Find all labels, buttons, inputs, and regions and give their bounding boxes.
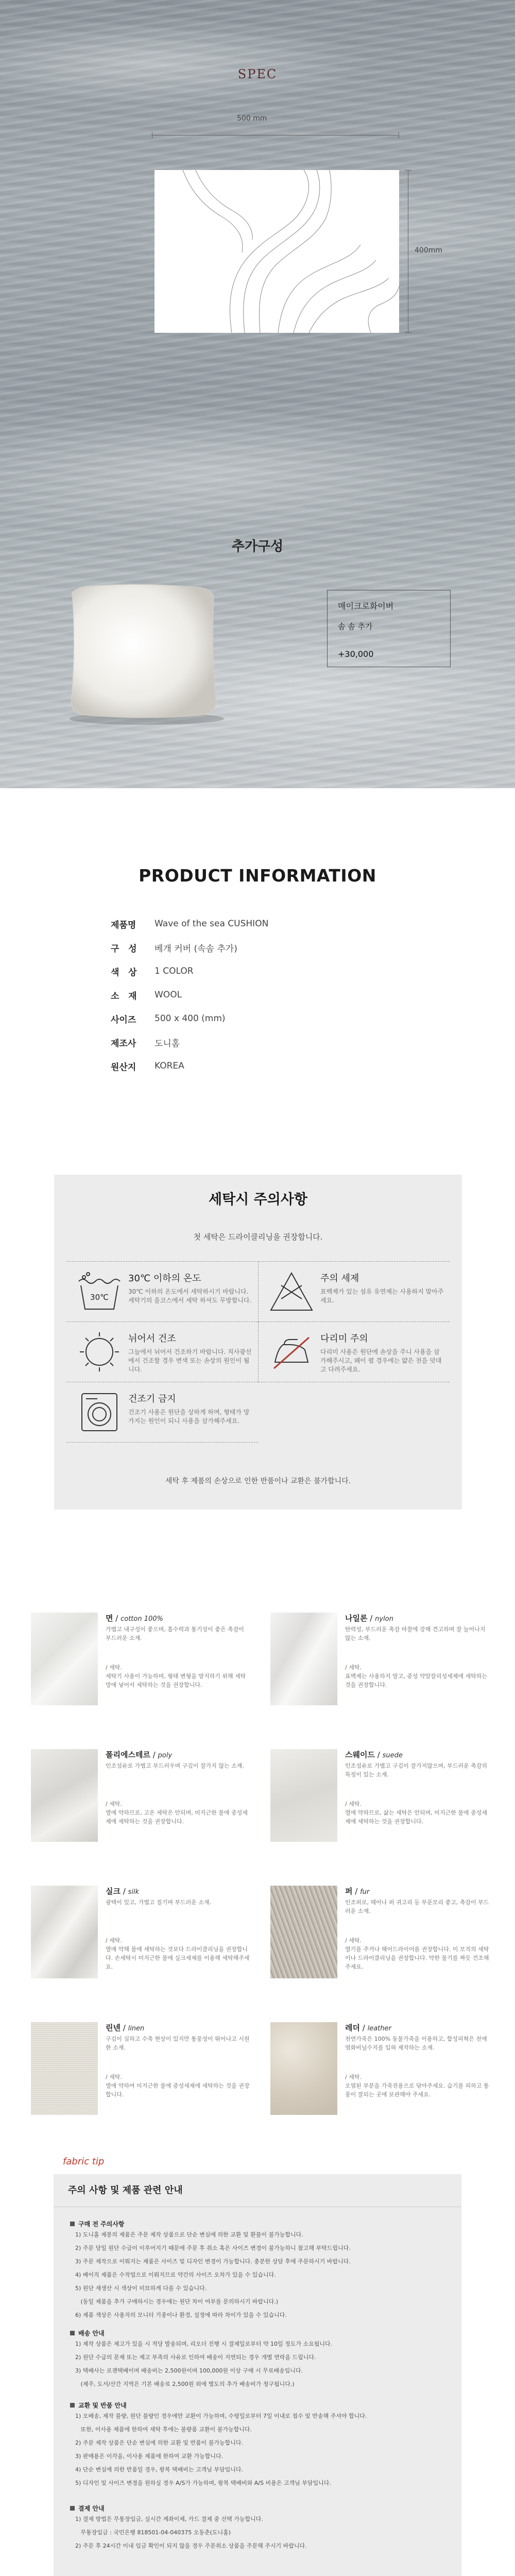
info-value: WOOL — [154, 990, 182, 1000]
fabric-name-en: poly — [158, 1752, 173, 1759]
addon-option-box[interactable] — [327, 590, 451, 667]
pillow-wave-diagram — [154, 170, 399, 333]
notice-line: (제주, 도서/산간 지역은 기본 배송료 2,500원 외에 별도의 추가 배송비가 청구됩니다.) — [75, 2381, 295, 2387]
fabric-care: / 세탁. 열에 약하므로, 고온 세탁은 안되며, 미지근한 물에 중성세제에 세탁하는 것을 권장합니다. — [106, 1801, 248, 1825]
product-info-row — [111, 1054, 420, 1078]
fabric-item-cotton — [31, 1613, 258, 1747]
care-item-desc: 그늘에서 뉘어서 건조하기 바랍니다. 직사광선에서 건조할 경우 변색 또는 손상의 원인이 됩니다. — [128, 1348, 252, 1373]
fabric-name-en: fur — [360, 1888, 370, 1896]
fabric-swatch-silk — [31, 1886, 98, 1978]
care-subtitle: 첫 세탁은 드라이클리닝을 권장합니다. — [193, 1232, 323, 1242]
fabric-desc: 천연가죽은 100% 동물가죽을 이용하고, 합성피혁은 천에 염화비닐수지를 입혀 제작하는 소재. — [345, 2036, 487, 2051]
care-item-title: 건조기 금지 — [128, 1394, 176, 1404]
info-key: 소 재 — [111, 991, 137, 1002]
info-value: KOREA — [154, 1061, 184, 1071]
notice-line: 1) 도니홈 제봉의 제품은 주문 제작 상품으로 단순 변심에 의한 교환 및 환불이 불가능합니다. — [75, 2231, 303, 2238]
product-info-row — [111, 1007, 420, 1030]
notice-section-title: 교환 및 반품 안내 — [70, 2401, 451, 2410]
notice-line: 1) 오배송, 제작 불량, 원단 불량인 경우에만 교환이 가능하며, 수령일로부터 7일 이내로 접수 및 반송해 주셔야 합니다. — [75, 2413, 367, 2419]
notice-line: 2) 원단 수급의 문제 또는 제고 부족의 사유로 인하여 배송이 지연되는 경우 개별 연락을 드립니다. — [75, 2354, 316, 2361]
no-bleach-icon — [269, 1270, 314, 1313]
care-item-title: 주의 세제 — [320, 1273, 359, 1284]
fabric-name-ko: 레더 — [345, 2023, 360, 2032]
fabric-swatch-poly — [31, 1749, 98, 1842]
addon-name: 매이크로화이버 — [338, 601, 394, 611]
info-key: 원산지 — [111, 1062, 136, 1073]
fabric-swatch-cotton — [31, 1613, 98, 1705]
care-item-title: 뉘어서 건조 — [128, 1333, 176, 1344]
fabric-name-ko: 폴리에스테르 — [106, 1750, 150, 1759]
no-tumble-dry-icon — [77, 1391, 122, 1434]
fabric-care: / 세탁. 열기를 주거나 헤어드라이어를 권장합니다. 이 모직의 세탁이나 드라이클리닝을 권장합니다. 약한 물기를 짜듯 건조해주세요. — [345, 1937, 489, 1970]
notice-line: 3) 판매용은 이각을, 이사용 제품에 한하여 교환 가능합니다. — [75, 2453, 224, 2460]
care-item-desc: 다리미 사용은 원단에 손상을 주니 사용을 삼가해주시고, 왜이 펼 경우에는 얇은 천을 덧대고 다려주세요. — [320, 1348, 442, 1373]
notice-line: 3) 주문 제작으로 이뤄지는 제품은 사이즈 및 디자인 변경이 가능합니다. 충분한 상담 후에 주문하시기 바랍니다. — [75, 2258, 351, 2265]
fabric-swatch-suede — [270, 1749, 337, 1842]
notice-line: 2) 주문 제작 상품은 단순 변심에 의한 교환 및 반품이 불가능합니다. — [75, 2439, 244, 2446]
fabric-name-ko: 퍼 — [345, 1887, 353, 1896]
fabric-name: 면 / cotton 100% — [106, 1614, 163, 1623]
care-item — [258, 1322, 450, 1382]
care-item — [66, 1382, 258, 1443]
notice-line: 또한, 이사용 제품에 한하여 세탁 후에는 불량품 교환이 불가능합니다. — [75, 2426, 252, 2433]
notice-section-payment — [70, 2504, 451, 2553]
care-item — [66, 1322, 258, 1382]
notice-line: 6) 제품 색상은 사용자의 모니터 기종이나 환경, 설정에 따라 차이가 있을 수 있습니다. — [75, 2312, 287, 2318]
fabric-name-ko: 나일론 — [345, 1614, 368, 1623]
product-info-row — [111, 959, 420, 983]
product-info-table — [111, 912, 420, 1078]
fabric-care: / 세탁. 오염된 부분을 가죽전용으로 닦아주세요. 습기를 피하고 통풍이 잘되는 곳에 보관해야 주세요. — [345, 2074, 489, 2098]
notice-line: 1) 결제 방법은 무통장입금, 실시간 계좌이체, 카드 결제 중 선택 가능합니다. — [75, 2516, 263, 2522]
product-info-row — [111, 983, 420, 1007]
notice-box — [54, 2174, 461, 2576]
fabric-swatch-nylon — [270, 1613, 337, 1705]
fabric-swatch-linen — [31, 2022, 98, 2115]
info-key: 제조사 — [111, 1038, 136, 1049]
fabric-name-ko: 스웨이드 — [345, 1750, 375, 1759]
care-item-desc: 30℃ 이하의 온도에서 세탁하시기 바랍니다. 세탁기의 울코스에서 세탁 하셔도 무방합니다. — [128, 1288, 252, 1304]
fabric-swatch-leather — [270, 2022, 337, 2115]
fabric-care: / 세탁. 열에 약해 물에 세탁하는 것보다 드라이클리닝을 권장합니다. 손세탁시 미지근한 물에 실크세제를 이용해 세탁해주세요. — [106, 1937, 250, 1970]
notice-line: 2) 주문 당일 원단 수급이 이루어지기 때문에 주문 후 취소 혹은 사이즈 변경이 불가능하니 참고해 부탁드립니다. — [75, 2245, 351, 2251]
fabric-name-en: cotton 100% — [121, 1615, 163, 1623]
info-value: 500 x 400 (mm) — [154, 1013, 226, 1024]
fabric-tip-label: fabric tip — [63, 2156, 105, 2167]
care-grid — [66, 1261, 450, 1442]
fabric-desc: 구김이 심하고 수축 현상이 있지만 통풍성이 뛰어나고 시원한 소재. — [106, 2036, 250, 2051]
fabric-name-en: leather — [367, 2025, 391, 2032]
notice-section-shipping — [70, 2329, 451, 2391]
washing-care-section — [54, 1175, 462, 1510]
fabric-item-leather — [270, 2022, 497, 2156]
care-item-title: 30℃ 이하의 온도 — [128, 1273, 201, 1284]
fabric-care: / 세탁. 세탁기 사용이 가능하며, 형태 변형을 방지하기 위해 세탁망에 넣어서 세탁하는 것을 권장합니다. — [106, 1664, 246, 1688]
fabric-item-fur — [270, 1886, 497, 2020]
fabric-name: 실크 / silk — [106, 1887, 140, 1896]
notice-section-before-purchase — [70, 2219, 451, 2322]
notice-line: 무통장입금 : 국민은행 818501-04-040375 오동춘(도니홈) — [75, 2529, 231, 2536]
fabric-desc: 가볍고 내구성이 좋으며, 흡수력과 통기성이 좋은 촉감이 부드러운 소재. — [106, 1626, 244, 1641]
addon-price: +30,000 — [338, 649, 374, 659]
notice-section-title: 배송 안내 — [70, 2329, 451, 2337]
hero-water-section — [0, 0, 515, 788]
product-info-row — [111, 1030, 420, 1054]
care-item-desc: 표백제가 있는 섬유 유연제는 사용하지 말아주세요. — [320, 1288, 444, 1304]
height-dimension-label: 400mm — [415, 246, 442, 255]
fabric-name: 레더 / leather — [345, 2023, 391, 2032]
info-value: 베개 커버 (속솜 추가) — [154, 943, 237, 954]
fabric-swatch-fur — [270, 1886, 337, 1978]
notice-line: 4) 단순 변심에 의한 반품일 경우, 왕복 택배비는 고객님 부담입니다. — [75, 2466, 244, 2473]
info-value: 도니홈 — [154, 1038, 180, 1049]
fabric-care: / 세탁. 열에 약하여 미지근한 물에 중성세제에 세탁하는 것을 권장합니다. — [106, 2074, 250, 2098]
fabric-desc: 인조섬유로 가볍고 부드러우며 구김이 잘가지 않는 소재. — [106, 1762, 244, 1769]
fabric-item-nylon — [270, 1613, 497, 1747]
fabric-care: / 세탁. 표백제는 사용하지 말고, 중성 약알칼리성세제에 세탁하는 것을 권장합니다. — [345, 1664, 488, 1688]
width-dimension-label: 500 mm — [237, 114, 267, 123]
notice-line: 3) 택배사는 로젠택배이며 배송비는 2,500원이며 100,000원 이상 구매 시 무료배송입니다. — [75, 2367, 303, 2374]
product-info-row — [111, 912, 420, 936]
care-item — [66, 1262, 258, 1322]
fabric-name-ko: 면 — [106, 1614, 113, 1623]
notice-line: 5) 원단 재생산 시 색상이 미묘하게 다를 수 있습니다. — [75, 2285, 207, 2292]
fabric-desc: 인조퍼로, 헤어나 퍼 귀고리 등 부푼모리 좋고, 촉감이 부드러운 소재. — [345, 1899, 489, 1914]
info-key: 제품명 — [111, 920, 136, 930]
fabric-item-poly — [31, 1749, 258, 1883]
notice-line: 1) 제작 상품은 제고가 있을 시 적당 발송되며, 리오더 진행 시 결제일로부터 약 10일 정도가 소요됩니다. — [75, 2341, 333, 2347]
fabric-name-en: linen — [128, 2025, 145, 2032]
spec-title: SPEC — [237, 67, 278, 81]
fabric-desc: 인조섬유로 가볍고 구김이 잘가지않으며, 부드러운 촉감의 특징이 있는 소재. — [345, 1762, 488, 1778]
info-key: 구 성 — [111, 943, 137, 954]
info-value: Wave of the sea CUSHION — [154, 919, 269, 929]
fabric-item-linen — [31, 2022, 258, 2156]
notice-section-exchange — [70, 2401, 451, 2490]
cushion-photo — [57, 572, 227, 726]
info-key: 색 상 — [111, 967, 137, 978]
care-item — [258, 1262, 450, 1322]
product-info-row — [111, 936, 420, 959]
fabric-care: / 세탁. 열에 약하므로, 삶는 세탁은 안되며, 미지근한 물에 중성세제에 세탁하는 것을 권장합니다. — [345, 1801, 487, 1825]
product-info-title: PRODUCT INFORMATION — [139, 866, 376, 886]
fabric-name-ko: 린넨 — [106, 2023, 121, 2032]
care-title: 세탁시 주의사항 — [209, 1192, 307, 1208]
care-footer-note: 세탁 후 제품의 손상으로 인한 반품이나 교환은 불가합니다. — [165, 1477, 351, 1485]
fabric-name-en: suede — [382, 1752, 403, 1759]
fabric-item-silk — [31, 1886, 258, 2020]
fabric-name: 퍼 / fur — [345, 1887, 370, 1896]
addon-subtitle: 솜 솜 추가 — [338, 622, 373, 631]
info-key: 사이즈 — [111, 1014, 136, 1025]
notice-line: 4) 베이직 제품은 수작업으로 이뤄지므로 약간의 사이즈 오차가 있을 수 있습니다. — [75, 2272, 276, 2278]
fabric-name-ko: 실크 — [106, 1887, 121, 1896]
no-iron-icon — [269, 1330, 314, 1374]
30-degree-wash-icon — [77, 1270, 122, 1313]
care-item-title: 다리미 주의 — [320, 1333, 368, 1344]
fabric-name: 린넨 / linen — [106, 2023, 145, 2032]
fabric-desc: 탄력성, 부드러운 촉감 마찰에 강해 견고하며 잘 늘어나지 않는 소재. — [345, 1626, 486, 1641]
fabric-name: 폴리에스테르 / poly — [106, 1750, 173, 1759]
notice-section-title: 구매 전 주의사항 — [70, 2219, 451, 2228]
notice-section-title: 결제 안내 — [70, 2504, 451, 2513]
notice-line: 5) 디자인 및 사이즈 변경을 원하실 경우 A/S가 가능하며, 왕복 택배비와 A/S 비용은 고객님 부담입니다. — [75, 2480, 331, 2486]
fabric-name: 스웨이드 / suede — [345, 1750, 403, 1759]
info-value: 1 COLOR — [154, 966, 194, 976]
fabric-name: 나일론 / nylon — [345, 1614, 393, 1623]
notice-line: (동일 제품을 추가 구매하시는 경우에는 원단 차이 여부를 문의하시기 바랍니다.) — [75, 2298, 279, 2305]
wash-temp-glyph: 30℃ — [90, 1293, 109, 1302]
notice-line: 2) 주문 후 24시간 이내 입금 확인이 되지 않을 경우 주문취소 상품을 주문해 주시기 바랍니다. — [75, 2543, 307, 2549]
notice-title: 주의 사항 및 제품 관련 안내 — [54, 2174, 461, 2207]
fabric-desc: 광택이 있고, 가볍고 질기며 부드러운 소재. — [106, 1899, 212, 1906]
dry-flat-icon — [77, 1330, 122, 1374]
fabric-item-suede — [270, 1749, 497, 1883]
fabric-name-en: nylon — [375, 1615, 393, 1623]
fabric-name-en: silk — [128, 1888, 140, 1896]
care-item-desc: 건조기 사용은 원단을 상하게 하며, 형태가 망가지는 원인이 되니 사용을 삼가해주세요. — [128, 1409, 250, 1425]
addon-title: 추가구성 — [231, 539, 284, 554]
